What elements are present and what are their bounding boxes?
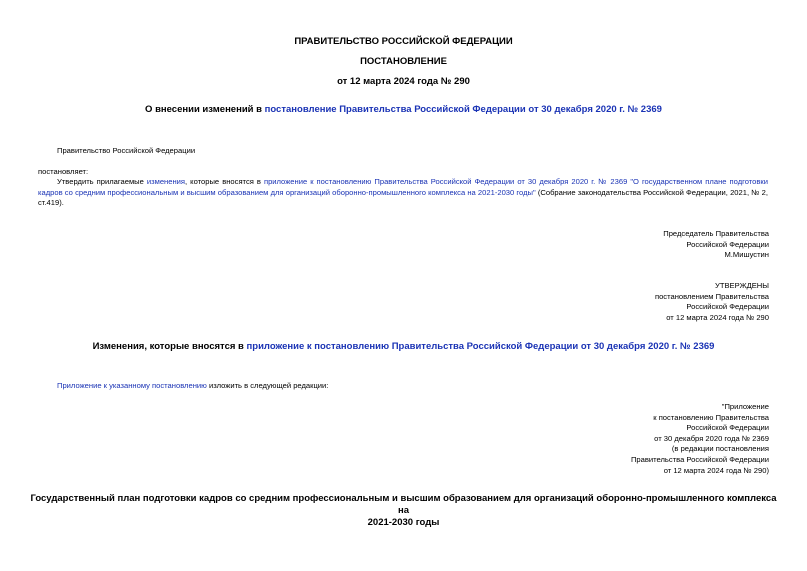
doc-type-heading: ПОСТАНОВЛЕНИЕ — [360, 56, 447, 67]
changes-body-text: изложить в следующей редакции: — [206, 381, 329, 390]
appendix-line: (в редакции постановления — [671, 444, 769, 454]
changes-body — [57, 381, 328, 390]
changes-title-link[interactable]: приложение к постановлению Правительства Российской Федерации от 30 декабря 2020 г. № 2369 — [246, 341, 715, 352]
appendix-line: Российской Федерации — [686, 423, 769, 433]
approved-line: УТВЕРЖДЕНЫ — [715, 281, 769, 290]
doc-date-number: от 12 марта 2024 года № 290 — [337, 76, 470, 87]
decides-text: постановляет: — [38, 167, 89, 176]
changes-title — [0, 341, 807, 352]
paragraph-text-2: , которые вносятся в — [185, 177, 264, 186]
decree-title-prefix: О внесении изменений в — [145, 104, 265, 115]
approved-line: Российской Федерации — [686, 302, 769, 312]
changes-title-prefix: Изменения, которые вносятся в — [92, 341, 247, 352]
signature-line: Председатель Правительства — [663, 229, 769, 238]
decree-title-link[interactable]: постановление Правительства Российской Федерации от 30 декабря 2020 г. № 2369 — [264, 104, 662, 115]
plan-title — [30, 493, 777, 529]
appendix-link[interactable]: приложение к постановлению Правительства Российской Федерации от 30 декабря 2020 г. № 2369 "О государственном плане подготовки кадров со средним профессиональным и высшим образованием для организаций оборонно-промышленного комплекса на 2021-2030 годы" — [38, 177, 769, 197]
appendix-line: к постановлению Правительства — [653, 412, 769, 422]
changes-body-link[interactable]: Приложение к указанному постановлению — [57, 381, 207, 390]
signature-line: Российской Федерации — [686, 239, 769, 249]
appendix-line: "Приложение — [721, 402, 769, 411]
plan-title-line: 2021-2030 годы — [367, 517, 440, 528]
approved-line: постановлением Правительства — [654, 291, 769, 301]
issuer-text: Правительство Российской Федерации — [57, 146, 196, 155]
approved-line: от 12 марта 2024 года № 290 — [666, 312, 769, 322]
approved-block — [655, 281, 769, 323]
plan-title-line: Государственный план подготовки кадров со средним профессиональным и высшим образованием для организаций оборонно-промышленного комплекса на — [30, 493, 777, 516]
paragraph-text-1: Утвердить прилагаемые — [57, 177, 147, 186]
appendix-line: от 12 марта 2024 года № 290) — [663, 465, 769, 475]
signature-block — [663, 229, 769, 261]
appendix-block — [631, 402, 769, 476]
signature-name: М.Мишустин — [724, 250, 769, 260]
government-heading: ПРАВИТЕЛЬСТВО РОССИЙСКОЙ ФЕДЕРАЦИИ — [294, 36, 513, 47]
decree-title — [0, 104, 807, 115]
paragraph-text-3: (Собрание законодательства Российской Федерации, 2021, № 2, ст.419). — [38, 187, 768, 208]
appendix-line: Правительства Российской Федерации — [630, 454, 769, 464]
appendix-line: от 30 декабря 2020 года № 2369 — [654, 433, 769, 443]
changes-link[interactable]: изменения — [146, 177, 186, 186]
decree-paragraph — [38, 177, 768, 209]
